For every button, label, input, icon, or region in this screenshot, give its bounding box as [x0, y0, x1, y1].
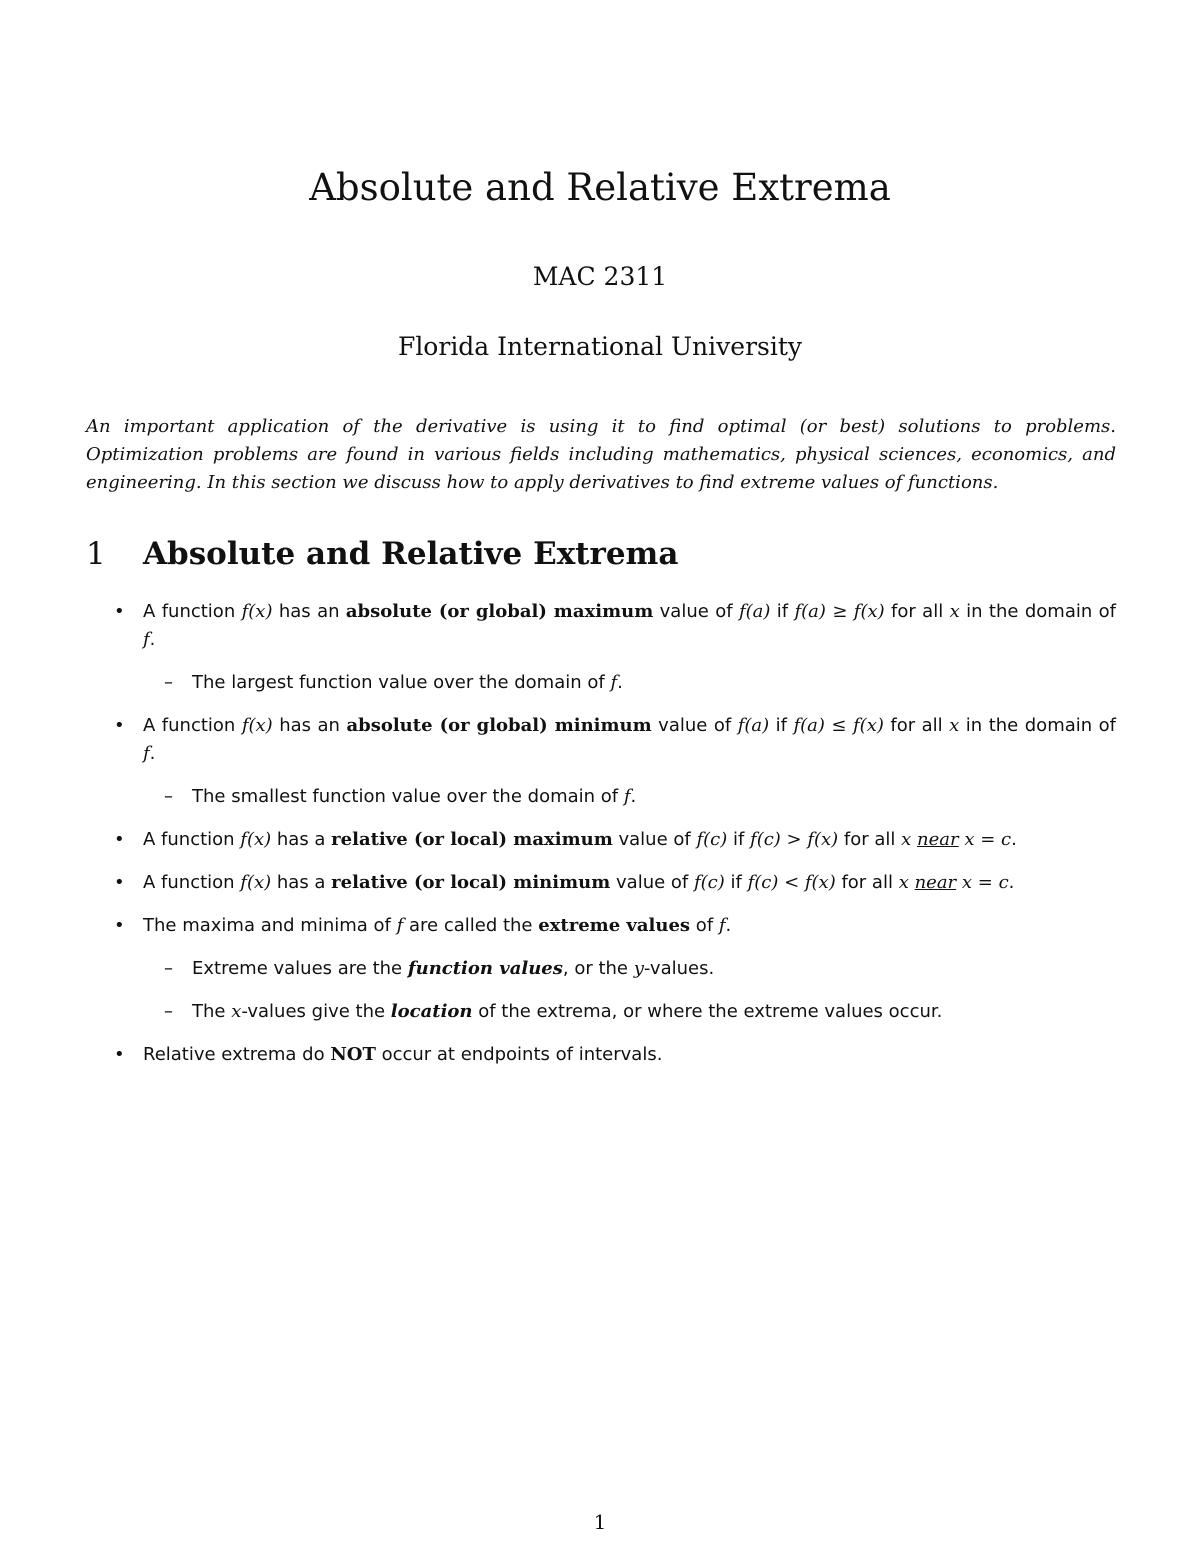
math: x	[949, 715, 960, 736]
text: -values give the	[241, 1001, 391, 1022]
text: A function	[143, 829, 241, 850]
math: x	[901, 829, 912, 850]
math: f(a) ≥ f(x)	[794, 601, 885, 622]
sub-item-largest-value	[86, 669, 1116, 697]
text: .	[630, 786, 637, 807]
bullet-icon: •	[114, 715, 125, 736]
term-underlined: near	[917, 829, 959, 850]
list-item-extreme-values	[86, 912, 1116, 940]
text: The largest function value over the domain of	[192, 672, 611, 693]
math: f(c) > f(x)	[750, 829, 839, 850]
text: has a	[271, 872, 332, 893]
math: f	[718, 915, 726, 936]
text: .	[1008, 872, 1015, 893]
text: The maxima and minima of	[143, 915, 397, 936]
term-bold: extreme values	[538, 915, 691, 936]
section-number: 1	[86, 536, 106, 572]
list-item-relative-maximum	[86, 826, 1116, 854]
math: y	[633, 958, 644, 979]
section-heading	[86, 536, 1116, 572]
term-bold: relative (or local) maximum	[331, 829, 613, 850]
sub-item-location	[86, 998, 1116, 1026]
math: f(x)	[241, 715, 273, 736]
text: for all	[838, 829, 902, 850]
term-bold-italic: location	[390, 1001, 473, 1022]
math: f	[610, 672, 618, 693]
math: x = c	[961, 872, 1009, 893]
text: .	[149, 629, 156, 650]
sub-item-smallest-value	[86, 783, 1116, 811]
page-number: 1	[593, 1510, 607, 1534]
math: f(x)	[240, 872, 272, 893]
math: f(c)	[696, 829, 728, 850]
term-bold-italic: function values	[407, 958, 563, 979]
math: f	[143, 629, 150, 650]
dash-icon: –	[164, 786, 173, 807]
course-code: MAC 2311	[532, 262, 668, 291]
dash-icon: –	[164, 1001, 173, 1022]
math: f(a)	[737, 715, 770, 736]
math: f(x)	[241, 601, 273, 622]
text: occur at endpoints of intervals.	[375, 1044, 663, 1065]
list-item-endpoints	[86, 1041, 1116, 1069]
term-underlined: near	[914, 872, 957, 893]
math: f(a) ≤ f(x)	[793, 715, 884, 736]
university-name: Florida International University	[397, 332, 803, 361]
text: if	[724, 872, 748, 893]
text: has an	[272, 601, 346, 622]
text: Extreme values are the	[192, 958, 408, 979]
bullet-icon: •	[114, 915, 125, 936]
math: x	[898, 872, 909, 893]
list-item-absolute-maximum	[86, 598, 1116, 654]
math: f(x)	[240, 829, 272, 850]
text: value of	[653, 601, 739, 622]
text: , or the	[562, 958, 634, 979]
text: .	[1011, 829, 1017, 850]
math: x	[231, 1001, 242, 1022]
text: The	[192, 1001, 232, 1022]
text: if	[769, 715, 794, 736]
text: has a	[271, 829, 332, 850]
dash-icon: –	[164, 958, 173, 979]
text: of the extrema, or where the extreme values occur.	[472, 1001, 943, 1022]
text: A function	[143, 872, 241, 893]
bullet-icon: •	[114, 1044, 125, 1065]
text: -values.	[643, 958, 715, 979]
term-bold: NOT	[330, 1044, 376, 1065]
text: for all	[883, 715, 950, 736]
math: f(a)	[738, 601, 771, 622]
text: Relative extrema do	[143, 1044, 331, 1065]
text: are called the	[403, 915, 539, 936]
math: f(c)	[693, 872, 725, 893]
definitions-list	[86, 598, 1116, 1084]
text: value of	[651, 715, 738, 736]
text: value of	[610, 872, 694, 893]
dash-icon: –	[164, 672, 173, 693]
list-item-relative-minimum	[86, 869, 1116, 897]
bullet-icon: •	[114, 601, 125, 622]
text: .	[149, 743, 156, 764]
text: value of	[612, 829, 697, 850]
math: f	[143, 743, 150, 764]
text: The smallest function value over the domain of	[192, 786, 624, 807]
text: if	[770, 601, 795, 622]
abstract-paragraph: An important application of the derivative is using it to find optimal (or best) solutions to problems. Optimization problems are found in various fields including mathematics, physical sciences, economics, and engineering. In this section we discuss how to apply derivatives to find extreme values of functions.	[86, 416, 1116, 493]
math: x	[949, 601, 960, 622]
math: f	[623, 786, 631, 807]
text: .	[617, 672, 623, 693]
text: A function	[143, 601, 242, 622]
text: of	[690, 915, 719, 936]
term-bold: absolute (or global) minimum	[346, 715, 652, 736]
document-title: Absolute and Relative Extrema	[309, 166, 891, 209]
text: for all	[835, 872, 899, 893]
term-bold: absolute (or global) maximum	[345, 601, 654, 622]
term-bold: relative (or local) minimum	[331, 872, 611, 893]
text: .	[725, 915, 732, 936]
text: A function	[143, 715, 242, 736]
bullet-icon: •	[114, 829, 125, 850]
sub-item-function-values	[86, 955, 1116, 983]
bullet-icon: •	[114, 872, 125, 893]
math: f(c) < f(x)	[747, 872, 836, 893]
text: if	[727, 829, 751, 850]
text: for all	[884, 601, 950, 622]
section-title: Absolute and Relative Extrema	[143, 536, 679, 572]
text: in the domain of	[959, 601, 1116, 622]
math: x = c	[964, 829, 1012, 850]
list-item-absolute-minimum	[86, 712, 1116, 768]
text: in the domain of	[959, 715, 1117, 736]
math: f	[396, 915, 404, 936]
text: has an	[272, 715, 347, 736]
